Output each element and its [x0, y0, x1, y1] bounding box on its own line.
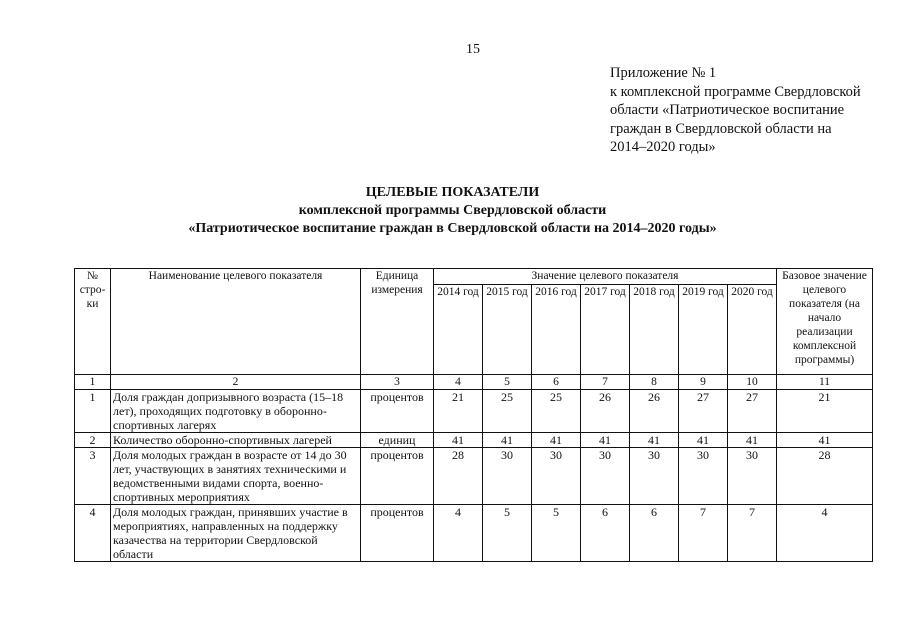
value-2014: 28: [434, 448, 483, 505]
value-2017: 6: [581, 505, 630, 562]
appendix-line: 2014–2020 годы»: [610, 139, 716, 155]
appendix-line: граждан в Свердловской области на: [610, 120, 832, 137]
value-2020: 30: [728, 448, 777, 505]
table-row: [75, 390, 873, 433]
title-line-3: «Патриотическое воспитание граждан в Свердловской области на 2014–2020 годы»: [188, 221, 717, 236]
column-number: 2: [111, 375, 361, 390]
column-number: 3: [361, 375, 434, 390]
value-2018: 30: [630, 448, 679, 505]
value-2018: 26: [630, 390, 679, 433]
value-2016: 5: [532, 505, 581, 562]
appendix-line: Приложение № 1: [610, 65, 717, 81]
value-2016: 41: [532, 433, 581, 448]
value-2020: 41: [728, 433, 777, 448]
title-line-1: ЦЕЛЕВЫЕ ПОКАЗАТЕЛИ: [365, 185, 540, 200]
value-2019: 41: [679, 433, 728, 448]
title-line-2: комплексной программы Свердловской области: [298, 203, 607, 218]
row-number: 2: [75, 433, 111, 448]
appendix-note: [610, 64, 861, 157]
row-number: 1: [75, 390, 111, 433]
value-2015: 25: [483, 390, 532, 433]
value-2018: 41: [630, 433, 679, 448]
value-2014: 21: [434, 390, 483, 433]
column-numbers-row: [75, 375, 873, 390]
row-number: 4: [75, 505, 111, 562]
indicator-unit: процентов: [361, 390, 434, 433]
row-number: 3: [75, 448, 111, 505]
column-number: 8: [630, 375, 679, 390]
base-value: 21: [777, 390, 873, 433]
value-2018: 6: [630, 505, 679, 562]
header-unit: Единица измерения: [361, 269, 434, 375]
header-values-group: Значение целевого показателя: [434, 269, 777, 285]
value-2017: 41: [581, 433, 630, 448]
indicator-name: Доля граждан допризывного возраста (15–18 лет), проходящих подготовку в оборонно-спортивных лагерях: [111, 390, 361, 433]
header-year: 2016 год: [532, 285, 581, 375]
value-2016: 25: [532, 390, 581, 433]
table-row: [75, 433, 873, 448]
value-2019: 30: [679, 448, 728, 505]
table-row: [75, 505, 873, 562]
column-number: 1: [75, 375, 111, 390]
column-number: 9: [679, 375, 728, 390]
value-2020: 7: [728, 505, 777, 562]
indicator-name: Доля молодых граждан в возрасте от 14 до 30 лет, участвующих в занятиях техническими и ведомственными видами спорта, военно-спортивных мероприятиях: [111, 448, 361, 505]
base-value: 4: [777, 505, 873, 562]
column-number: 7: [581, 375, 630, 390]
header-year: 2020 год: [728, 285, 777, 375]
header-year: 2014 год: [434, 285, 483, 375]
column-number: 4: [434, 375, 483, 390]
header-year: 2015 год: [483, 285, 532, 375]
base-value: 41: [777, 433, 873, 448]
indicators-table: [74, 268, 873, 562]
value-2020: 27: [728, 390, 777, 433]
header-year: 2019 год: [679, 285, 728, 375]
value-2015: 30: [483, 448, 532, 505]
value-2019: 7: [679, 505, 728, 562]
header-base: Базовое значение целевого показателя (на начало реализации комплексной программы): [777, 269, 873, 375]
header-year: 2017 год: [581, 285, 630, 375]
value-2015: 5: [483, 505, 532, 562]
header-year: 2018 год: [630, 285, 679, 375]
value-2014: 41: [434, 433, 483, 448]
indicator-name: Доля молодых граждан, принявших участие в мероприятиях, направленных на поддержку казачества на территории Свердловской области: [111, 505, 361, 562]
value-2016: 30: [532, 448, 581, 505]
header-row: [75, 269, 873, 285]
value-2017: 26: [581, 390, 630, 433]
base-value: 28: [777, 448, 873, 505]
column-number: 10: [728, 375, 777, 390]
appendix-line: области «Патриотическое воспитание: [610, 102, 845, 118]
indicator-unit: процентов: [361, 448, 434, 505]
indicator-unit: единиц: [361, 433, 434, 448]
appendix-line: к комплексной программе Свердловской: [610, 83, 861, 100]
indicator-unit: процентов: [361, 505, 434, 562]
value-2015: 41: [483, 433, 532, 448]
document-title: [0, 184, 905, 238]
value-2017: 30: [581, 448, 630, 505]
header-name: Наименование целевого показателя: [111, 269, 361, 375]
value-2014: 4: [434, 505, 483, 562]
column-number: 5: [483, 375, 532, 390]
indicator-name: Количество оборонно-спортивных лагерей: [111, 433, 361, 448]
header-row-no: № стро- ки: [75, 269, 111, 375]
page-number: 15: [466, 42, 480, 57]
column-number: 11: [777, 375, 873, 390]
value-2019: 27: [679, 390, 728, 433]
column-number: 6: [532, 375, 581, 390]
table-row: [75, 448, 873, 505]
